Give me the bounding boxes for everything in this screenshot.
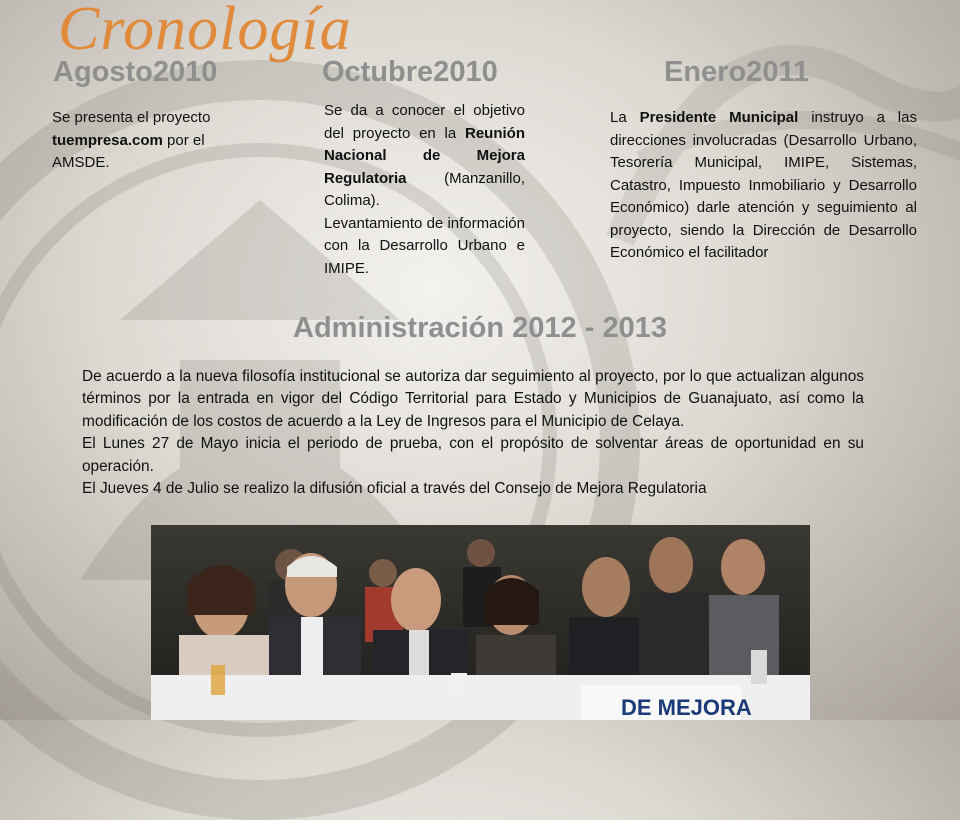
timeline-heading-enero: Enero2011 — [664, 56, 810, 88]
timeline-paragraph — [324, 100, 525, 213]
timeline-text-octubre — [324, 100, 525, 280]
timeline-paragraph — [610, 107, 917, 265]
timeline-text-agosto — [52, 107, 252, 175]
timeline-paragraph — [324, 213, 525, 281]
bold-text: Presidente Municipal — [639, 109, 799, 126]
text-run: instruyo a las direcciones involucradas (Desarrollo Urbano, Tesorería Municipal, IMIPE, Sistemas, Catastro, Impuesto Inmobiliario y Desarrollo Económico) darle atención y seguimiento al proyecto, siendo la Dirección de Desarrollo Económico el facilitador — [610, 109, 917, 261]
administration-paragraph: De acuerdo a la nueva filosofía institucional se autoriza dar seguimiento al proyecto, por lo que actualizan algunos términos por la entrada en vigor del Código Territorial para Estado y Municipios de Guanajuato, así como la modificación de los costos de acuerdo a la Ley de Ingresos para el Municipio de Celaya. — [82, 368, 864, 430]
banner-text: DE MEJORA — [621, 695, 752, 720]
bold-text: tuempresa.com — [52, 131, 163, 149]
timeline-heading-octubre: Octubre2010 — [322, 56, 498, 88]
administration-heading: Administración 2012 - 2013 — [293, 312, 667, 344]
text-run: Levantamiento de información con la Desarrollo Urbano e IMIPE. — [324, 214, 525, 277]
administration-paragraph: El Jueves 4 de Julio se realizo la difusión oficial a través del Consejo de Mejora Regulatoria — [82, 480, 707, 498]
timeline-paragraph — [52, 107, 252, 175]
meeting-photo-illustration — [151, 525, 810, 720]
text-run: La — [610, 109, 640, 126]
text-run: Se da a conocer el objetivo del proyecto en la — [324, 102, 525, 142]
text-run: por el AMSDE. — [52, 131, 205, 171]
bold-text: Reunión Nacional de Mejora Regulatoria — [324, 124, 525, 187]
slide-title: Cronología — [58, 0, 352, 63]
text-run: (Manzanillo, Colima). — [324, 169, 525, 209]
meeting-photo — [151, 525, 810, 720]
administration-body — [82, 366, 864, 501]
administration-paragraph: El Lunes 27 de Mayo inicia el periodo de prueba, con el propósito de solventar áreas de oportunidad en su operación. — [82, 435, 864, 475]
text-run: Se presenta el proyecto — [52, 109, 211, 126]
timeline-text-enero — [610, 107, 917, 265]
timeline-heading-agosto: Agosto2010 — [53, 56, 218, 88]
